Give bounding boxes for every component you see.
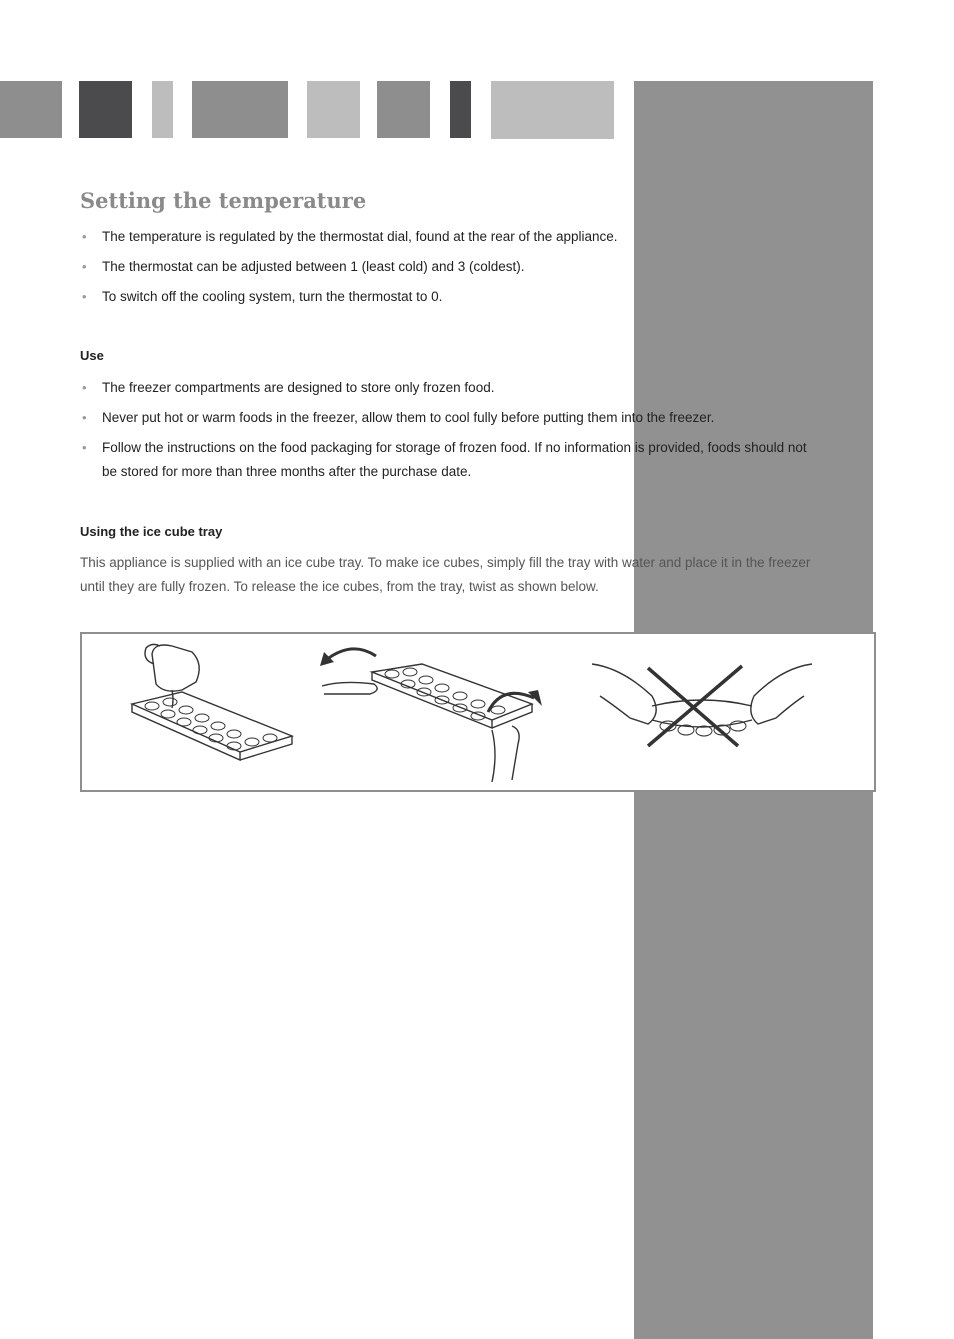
ice-tray-heading: Using the ice cube tray — [80, 524, 223, 539]
list-item — [80, 406, 820, 430]
bullet-text: The thermostat can be adjusted between 1 (least cold) and 3 (coldest). — [102, 259, 525, 274]
use-bullet-list — [80, 376, 820, 490]
use-heading: Use — [80, 348, 104, 363]
header-block-7 — [450, 81, 471, 138]
bullet-dot: • — [82, 440, 87, 455]
header-block-8 — [491, 81, 614, 139]
bullet-text: To switch off the cooling system, turn the thermostat to 0. — [102, 289, 443, 304]
ice-tray-paragraph: This appliance is supplied with an ice cube tray. To make ice cubes, simply fill the tray with water and place it in the freezer until they are fully frozen. To release the ice cubes, from the tray, twist as shown below. — [80, 555, 811, 594]
bullet-dot: • — [82, 410, 87, 425]
bullet-text: Never put hot or warm foods in the freezer, allow them to cool fully before putting them into the freezer. — [102, 410, 715, 425]
bullet-dot: • — [82, 289, 87, 304]
header-block-6 — [377, 81, 430, 138]
bullet-text: The temperature is regulated by the thermostat dial, found at the rear of the appliance. — [102, 229, 618, 244]
list-item — [80, 255, 820, 279]
bullet-text: Follow the instructions on the food packaging for storage of frozen food. If no information is provided, foods should not be stored for more than three months after the purchase date. — [102, 440, 807, 479]
header-block-4 — [192, 81, 288, 138]
ice-tray-figure — [80, 632, 876, 792]
bullet-dot: • — [82, 229, 87, 244]
header-block-2 — [79, 81, 132, 138]
bullet-text: The freezer compartments are designed to store only frozen food. — [102, 380, 495, 395]
header-block-1 — [0, 81, 62, 138]
list-item — [80, 225, 820, 249]
bullet-dot: • — [82, 259, 87, 274]
list-item — [80, 376, 820, 400]
list-item — [80, 436, 820, 484]
header-block-3 — [152, 81, 173, 138]
twist-tray-illustration-icon — [312, 634, 572, 790]
do-not-squeeze-tray-icon — [582, 634, 822, 790]
header-block-5 — [307, 81, 360, 138]
page-title: Setting the temperature — [80, 188, 367, 213]
temperature-bullet-list — [80, 225, 820, 315]
bullet-dot: • — [82, 380, 87, 395]
list-item — [80, 285, 820, 309]
